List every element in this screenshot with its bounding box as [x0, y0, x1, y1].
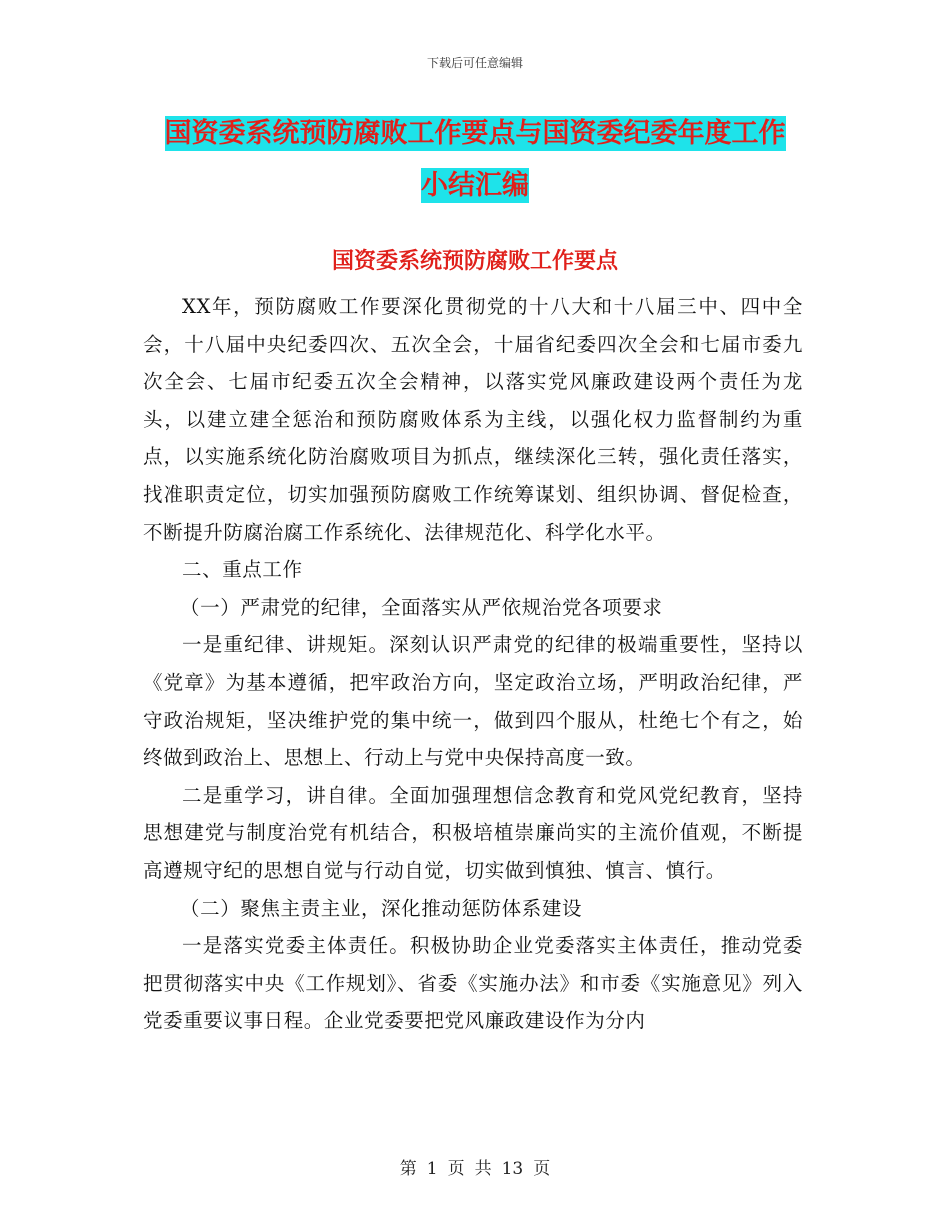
paragraph: 一是重纪律、讲规矩。深刻认识严肃党的纪律的极端重要性，坚持以《党章》为基本遵循，把牢政治方向，坚定政治立场，严明政治纪律，严守政治规矩，坚决维护党的集中统一，做到四个服从，杜绝七个有之，始终做到政治上、思想上、行动上与党中央保持高度一致。: [143, 633, 803, 770]
title-line-1: 国资委系统预防腐败工作要点与国资委纪委年度工作: [164, 118, 786, 149]
header-note: 下载后可任意编辑: [426, 56, 523, 70]
page-footer: [0, 1154, 950, 1179]
footer-page-word: 页: [447, 1159, 465, 1179]
footer-prefix: 第: [399, 1159, 417, 1179]
footer-suffix: 页: [533, 1159, 551, 1179]
footer-total-word: 共: [474, 1159, 492, 1179]
paragraph: 一是落实党委主体责任。积极协助企业党委落实主体责任，推动党委把贯彻落实中央《工作规划》、省委《实施办法》和市委《实施意见》列入党委重要议事日程。企业党委要把党风廉政建设作为分内: [143, 934, 803, 1033]
paragraph: XX年，预防腐败工作要深化贯彻党的十八大和十八届三中、四中全会，十八届中央纪委四次、五次全会，十届省纪委四次全会和七届市委九次全会、七届市纪委五次全会精神，以落实党风廉政建设两个责任为龙头，以建立建全惩治和预防腐败体系为主线，以强化权力监督制约为重点，以实施系统化防治腐败项目为抓点，继续深化三转，强化责任落实，找准职责定位，切实加强预防腐败工作统筹谋划、组织协调、督促检查，不断提升防腐治腐工作系统化、法律规范化、科学化水平。: [143, 295, 803, 544]
document-body: [143, 288, 803, 1040]
subheading-1: （一）严肃党的纪律，全面落实从严依规治党各项要求: [180, 595, 663, 619]
current-page: 1: [426, 1159, 438, 1179]
section-title: 国资委系统预防腐败工作要点: [331, 248, 618, 274]
paragraph: 二是重学习，讲自律。全面加强理想信念教育和党风党纪教育，坚持思想建党与制度治党有机结合，积极培植崇廉尚实的主流价值观，不断提高遵规守纪的思想自觉与行动自觉，切实做到慎独、慎言、慎行。: [143, 783, 803, 882]
document-title: [140, 108, 810, 212]
total-pages: 13: [501, 1159, 524, 1179]
title-line-2: 小结汇编: [421, 170, 529, 201]
subheading-2: （二）聚焦主责主业，深化推动惩防体系建设: [180, 896, 583, 920]
heading-key-work: 二、重点工作: [182, 558, 303, 582]
